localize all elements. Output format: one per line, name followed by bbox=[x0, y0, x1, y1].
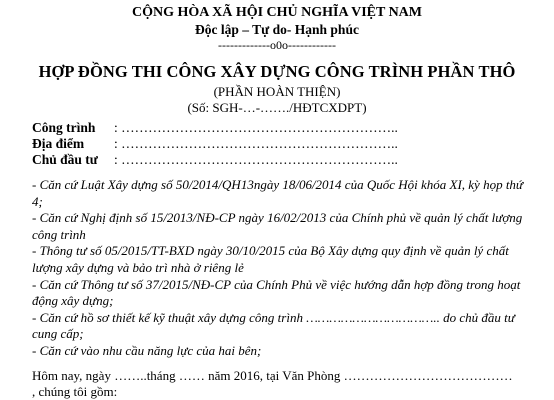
legal-basis-item: - Căn cứ Thông tư số 37/2015/NĐ-CP của Chính Phủ về việc hướng dẫn hợp đồng trong hoạt động xây dựng; bbox=[32, 276, 521, 309]
legal-basis-item: - Căn cứ Luật Xây dựng số 50/2014/QH13ngày 18/06/2014 của Quốc Hội khóa XI, kỳ họp thứ 4; bbox=[32, 177, 524, 209]
header-separator: -------------o0o------------ bbox=[218, 38, 336, 52]
field-project bbox=[32, 120, 398, 136]
field-investor bbox=[32, 152, 398, 168]
field-label: Chủ đầu tư bbox=[32, 152, 98, 167]
legal-basis-item: - Căn cứ vào nhu cầu năng lực của hai bên; bbox=[32, 342, 262, 358]
field-value: : …………………………………………………….. bbox=[114, 152, 398, 167]
legal-basis-item: - Thông tư số 05/2015/TT-BXD ngày 30/10/2015 của Bộ Xây dựng quy định về quản lý chất lượng xây dựng và bảo trì nhà ở riêng lẻ bbox=[32, 243, 509, 275]
closing-date-line: Hôm nay, ngày ……..tháng …… năm 2016, tại Văn Phòng ………………………………… bbox=[32, 368, 513, 383]
legal-basis-item: - Căn cứ hồ sơ thiết kế kỹ thuật xây dựng công trình …………………………….. do chủ đầu tư cung cấp; bbox=[32, 309, 515, 342]
field-value: : …………………………………………………….. bbox=[114, 136, 398, 151]
field-label: Công trình bbox=[32, 120, 96, 135]
contract-number: (Số: SGH-…-……./HĐTCXDPT) bbox=[187, 100, 367, 115]
field-value: : …………………………………………………….. bbox=[114, 120, 398, 135]
contract-subtitle: (PHẦN HOÀN THIỆN) bbox=[213, 84, 341, 99]
field-label: Địa điểm bbox=[32, 136, 85, 151]
contract-title: HỢP ĐỒNG THI CÔNG XÂY DỰNG CÔNG TRÌNH PHẦN THÔ bbox=[38, 62, 516, 81]
field-location bbox=[32, 136, 398, 152]
national-motto: Độc lập – Tự do- Hạnh phúc bbox=[195, 22, 359, 37]
national-title: CỘNG HÒA XÃ HỘI CHỦ NGHĨA VIỆT NAM bbox=[131, 5, 422, 20]
closing-parties-line: , chúng tôi gồm: bbox=[32, 384, 118, 399]
legal-basis-item: - Căn cứ Nghị định số 15/2013/NĐ-CP ngày 16/02/2013 của Chính phủ về quản lý chất lượng công trình bbox=[32, 210, 523, 242]
legal-bases bbox=[32, 177, 532, 360]
